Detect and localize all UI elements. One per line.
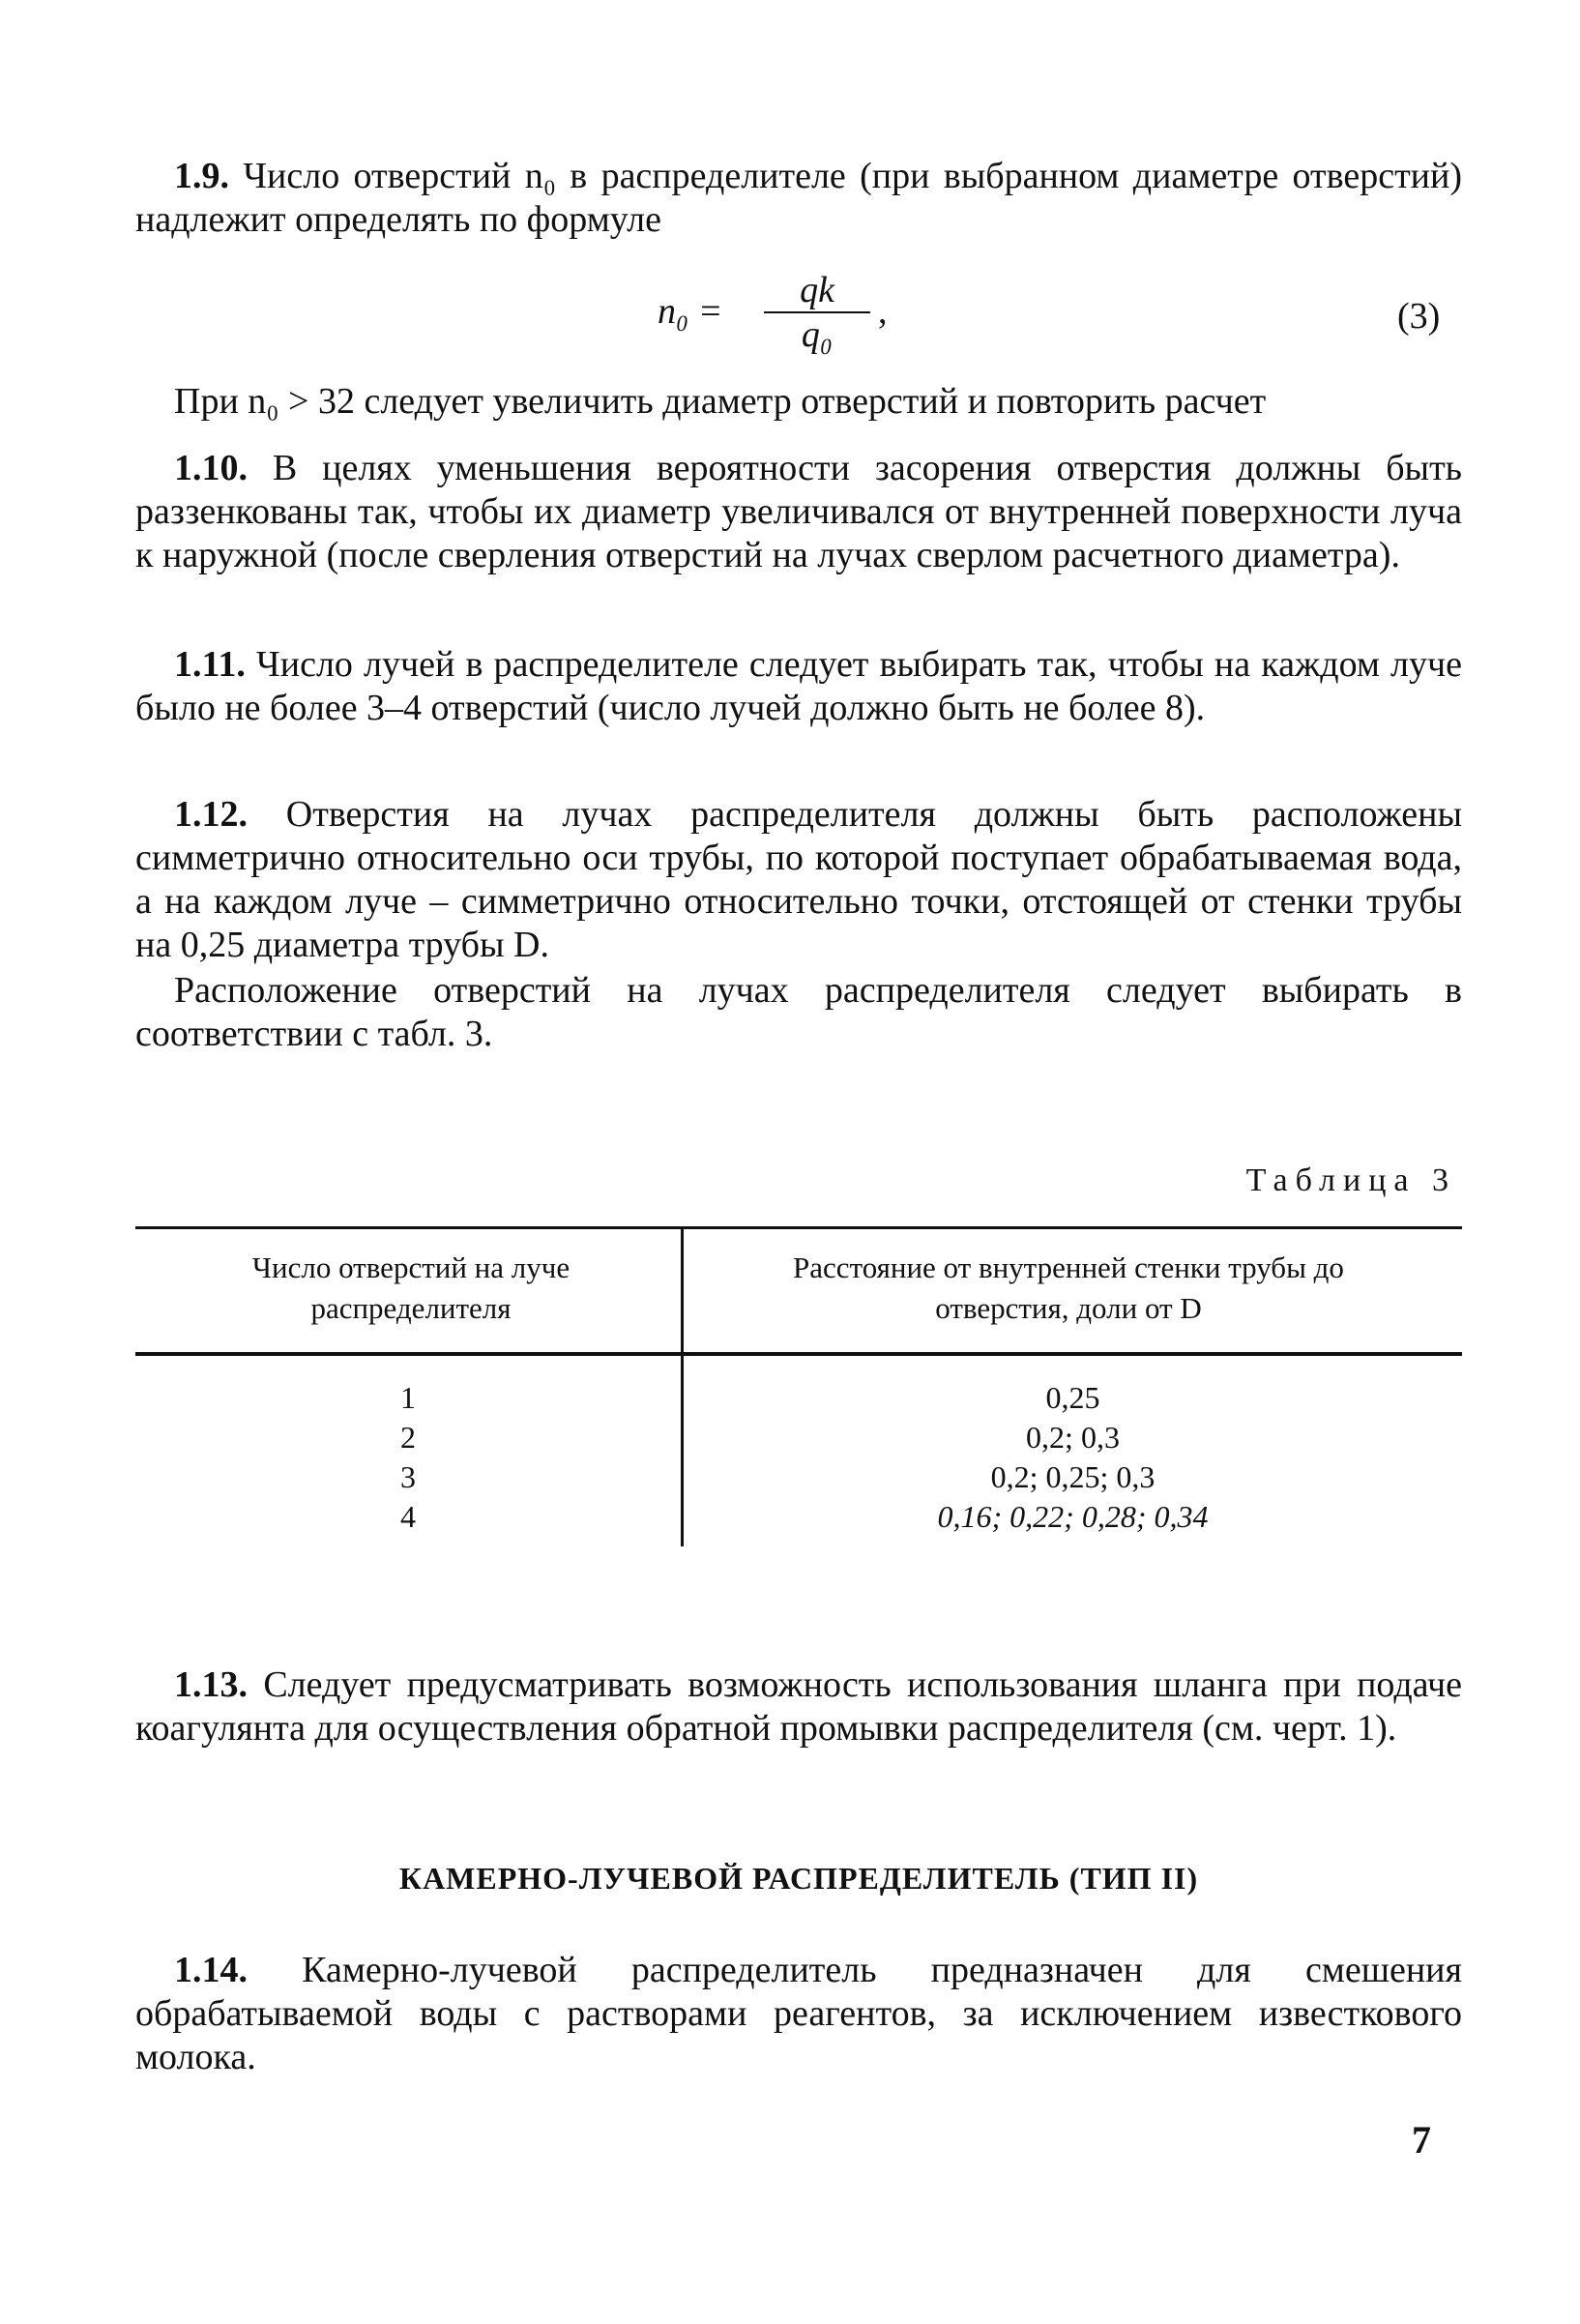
table-header-distance: Расстояние от внутренней стенки трубы до отверстия, доли от D [793, 1250, 1344, 1325]
clause-text: Число отверстий n₀ в распределителе (при выбранном диаметре отверстий) надлежит определять по формуле [135, 156, 1463, 240]
clause-text: В целях уменьшения вероятности засорения отверстия должны быть раззенкованы так, чтобы их диаметр увеличивался от внутренней поверхности луча к наружной (после сверления отверстий на лучах сверлом расчетного диаметра). [135, 448, 1463, 575]
formula-lhs: n₀ = [658, 291, 723, 332]
formula-numerator: qk [800, 270, 834, 310]
fraction-bar [764, 311, 870, 313]
table-cell-distance: 0,2; 0,3 [1026, 1420, 1120, 1455]
paragraph-1-10 [135, 447, 1462, 577]
table-caption: Таблица 3 [1245, 1162, 1456, 1198]
paragraph-1-14 [135, 1949, 1462, 2079]
paragraph-1-13 [135, 1663, 1462, 1750]
table-cell-count: 2 [400, 1420, 416, 1455]
formula-3 [658, 271, 986, 358]
table-header-rule [135, 1352, 1462, 1356]
paragraph-1-11 [135, 643, 1462, 730]
clause-text: Камерно-лучевой распределитель предназначен для смешения обрабатываемой воды с растворами реагентов, за исключением известкового молока. [135, 1950, 1462, 2077]
page-number: 7 [1412, 2118, 1431, 2162]
table-cell-distance: 0,25 [1045, 1380, 1100, 1415]
table-cell-count: 4 [400, 1499, 416, 1534]
paragraph-1-12 [135, 793, 1462, 967]
table-top-rule [135, 1226, 1462, 1229]
table-header-count: Число отверстий на луче распределителя [251, 1250, 571, 1325]
paragraph-1-9 [135, 155, 1462, 242]
formula-denominator: q₀ [801, 314, 834, 355]
table-cell-distance: 0,2; 0,25; 0,3 [990, 1459, 1156, 1494]
formula-fraction [764, 271, 870, 354]
table-cell-count: 1 [400, 1380, 416, 1415]
section-heading: КАМЕРНО-ЛУЧЕВОЙ РАСПРЕДЕЛИТЕЛЬ (ТИП II) [398, 1861, 1199, 1896]
paragraph-after-formula: При n₀ > 32 следует увеличить диаметр отверстий и повторить расчет [174, 381, 1267, 422]
clause-number: 1.14. [174, 1950, 248, 1990]
clause-number: 1.12. [174, 794, 248, 835]
clause-number: 1.13. [174, 1664, 248, 1705]
clause-text: Следует предусматривать возможность использования шланга при подаче коагулянта для осуществления обратной промывки распределителя (см. черт. 1). [135, 1664, 1462, 1749]
table-cell-distance: 0,16; 0,22; 0,28; 0,34 [937, 1499, 1209, 1534]
equation-number: (3) [1397, 296, 1441, 337]
clause-number: 1.10. [174, 448, 248, 488]
clause-number: 1.11. [174, 644, 246, 685]
formula-tail: , [878, 291, 888, 332]
table-cell-count: 3 [400, 1459, 416, 1494]
clause-text: Число лучей в распределителе следует выбирать так, чтобы на каждом луче было не более 3–4 отверстий (число лучей должно быть не более 8). [135, 644, 1462, 728]
clause-text: Отверстия на лучах распределителя должны быть расположены симметрично относительно оси трубы, по которой поступает обрабатываемая вода, а на каждом луче – симметрично относительно точки, отстоящей от стенки трубы на 0,25 диаметра трубы D. [135, 794, 1463, 965]
paragraph-1-12-continued: Расположение отверстий на лучах распределителя следует выбирать в соответствии с табл. 3. [135, 970, 1462, 1054]
clause-number: 1.9. [174, 156, 229, 196]
